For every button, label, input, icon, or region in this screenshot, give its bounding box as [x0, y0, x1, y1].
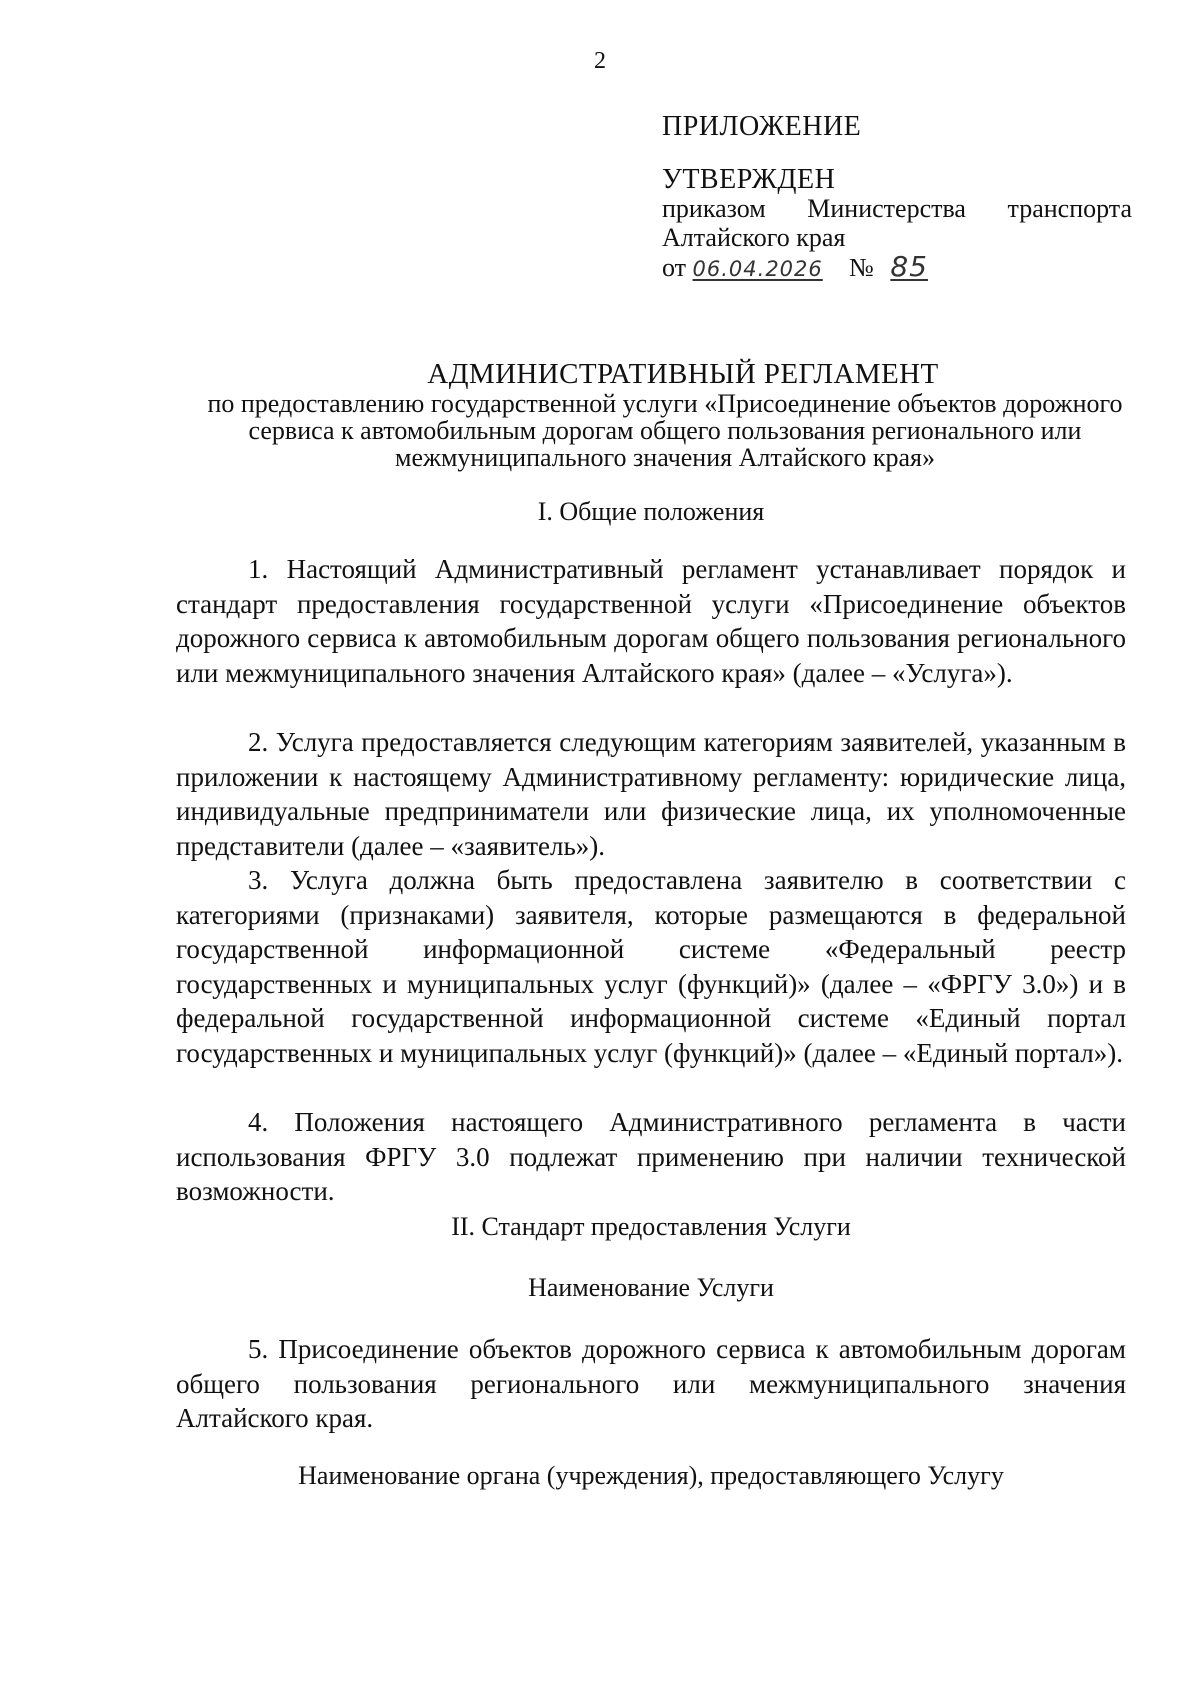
section-heading-general: I. Общие положения — [537, 497, 765, 526]
paragraph-4-text: 4. Положения настоящего Административного регламента в части использования ФРГУ 3.0 подлежат применению при наличии технической возможности. — [176, 1107, 1126, 1206]
paragraph-3-text: 3. Услуга должна быть предоставлена заявителю в соответствии с категориями (признаками) заявителя, которые размещаются в федеральной государственной информационной системе «Федеральный реестр государственных и муниципальных услуг (функций)» (далее – «ФРГУ 3.0») и в федеральной государственной информационной системе «Единый портал государственных и муниципальных услуг (функций)» (далее – «Единый портал»). — [176, 865, 1126, 1068]
order-line: приказом Министерства транспорта — [662, 194, 1132, 223]
subsection-service-name: Наименование Услуги — [528, 1273, 774, 1302]
paragraph-1 — [176, 552, 1126, 690]
approval-block — [662, 112, 1132, 284]
paragraph-5-text: 5. Присоединение объектов дорожного сервиса к автомобильным дорогам общего пользования регионального или межмуниципального значения Алтайского края. — [176, 1334, 1126, 1433]
paragraph-2-text: 2. Услуга предоставляется следующим категориям заявителей, указанным в приложении к настоящему Административному регламенту: юридические лица, индивидуальные предприниматели или физические лица, их уполномоченные представители (далее – «заявитель»). — [176, 727, 1126, 861]
subsection-authority: Наименование органа (учреждения), предоставляющего Услугу — [298, 1461, 1004, 1490]
page-number: 2 — [594, 48, 606, 74]
handwritten-number: 85 — [890, 250, 928, 283]
handwritten-date: 06.04.2026 — [692, 257, 823, 281]
paragraph-2 — [176, 725, 1126, 863]
paragraph-1-text: 1. Настоящий Административный регламент устанавливает порядок и стандарт предоставления государственной услуги «Присоединение объектов дорожного сервиса к автомобильным дорогам общего пользования регионального или межмуниципального значения Алтайского края» (далее – «Услуга»). — [176, 554, 1126, 688]
document-title: АДМИНИСТРАТИВНЫЙ РЕГЛАМЕНТ — [427, 358, 939, 390]
paragraph-3 — [176, 863, 1126, 1070]
section-heading-standard: II. Стандарт предоставления Услуги — [451, 1212, 851, 1241]
paragraph-4 — [176, 1105, 1126, 1209]
number-sign: № — [849, 253, 874, 282]
order-date-line — [662, 252, 1132, 284]
date-prefix: от — [662, 253, 687, 282]
approved-label: УТВЕРЖДЕН — [662, 164, 836, 195]
document-subtitle: по предоставлению государственной услуги «Присоединение объектов дорожного сервиса к автомобильным дорогам общего пользования регионального или межмуниципального значения Алтайского края» — [207, 389, 1123, 472]
appendix-label: ПРИЛОЖЕНИЕ — [662, 111, 862, 142]
paragraph-5 — [176, 1332, 1126, 1436]
region-line: Алтайского края — [662, 223, 846, 252]
